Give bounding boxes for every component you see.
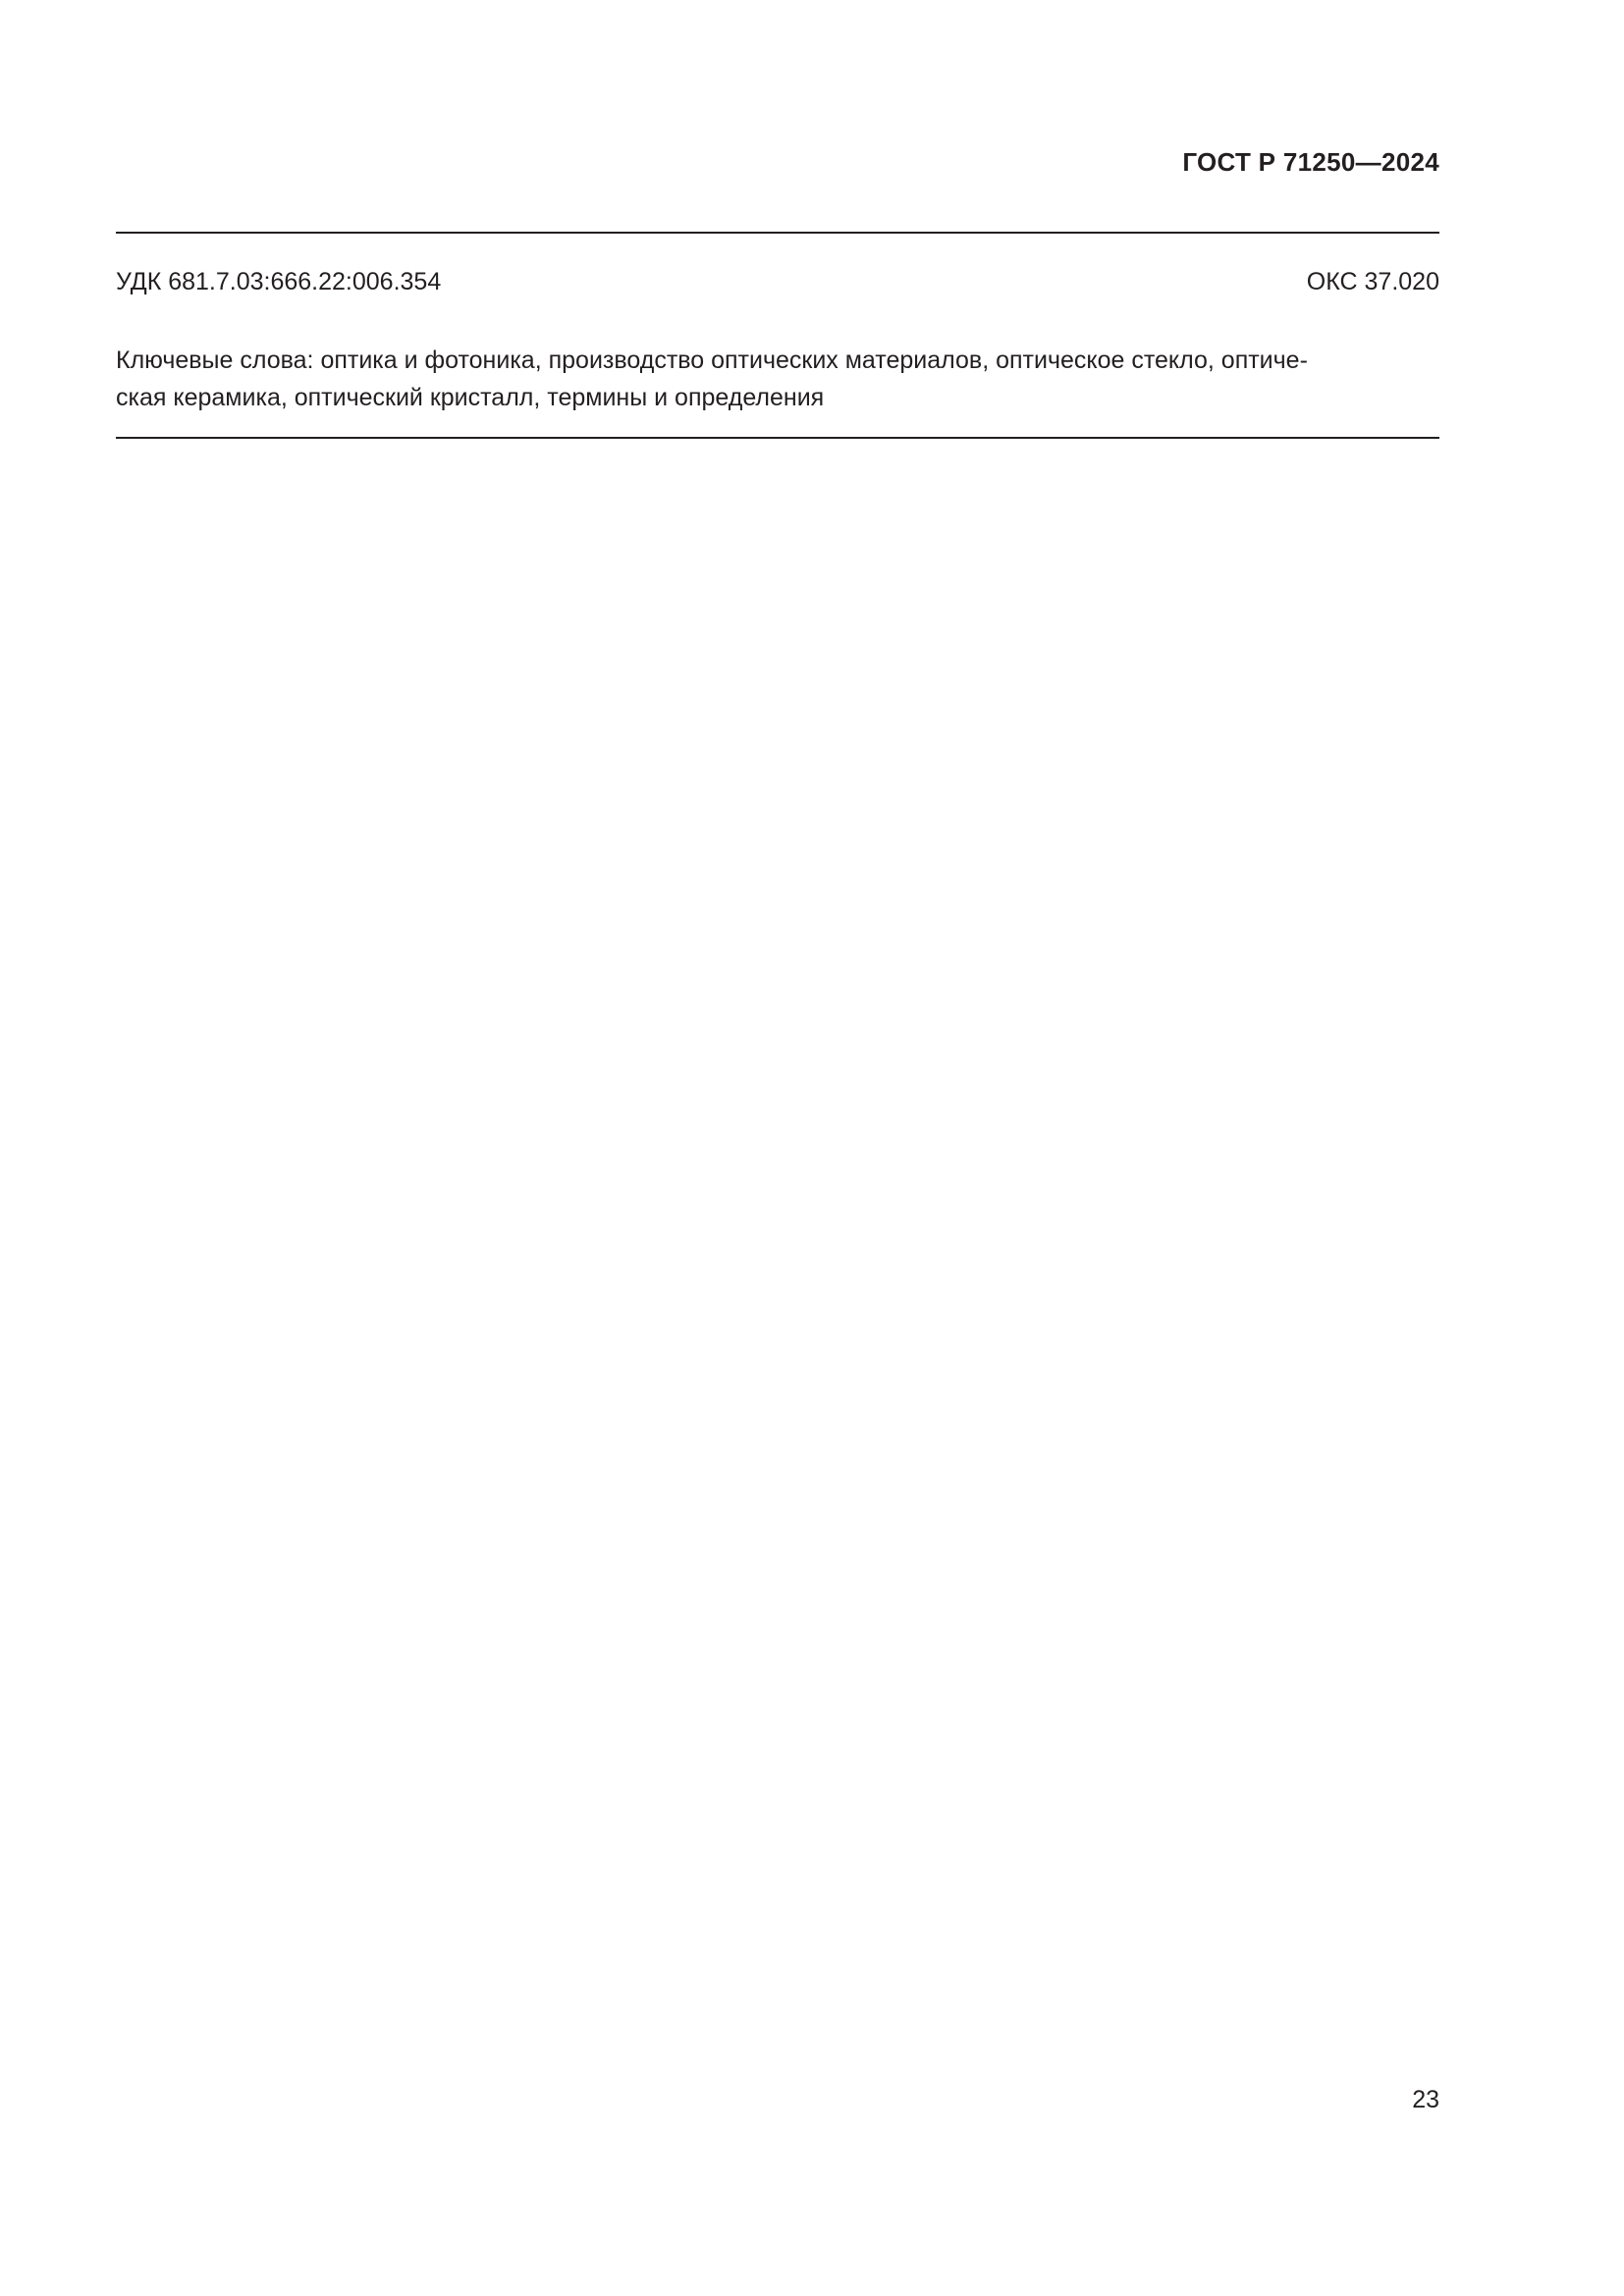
classification-row [116, 267, 1439, 296]
top-divider [116, 232, 1439, 234]
keywords-paragraph [116, 342, 1439, 416]
page-number: 23 [1412, 2086, 1439, 2113]
keywords-line-1: Ключевые слова: оптика и фотоника, производство оптических материалов, оптическое стекло, оптиче- [116, 347, 1308, 374]
udc-code: УДК 681.7.03:666.22:006.354 [116, 268, 442, 295]
keywords-line-2: ская керамика, оптический кристалл, термины и определения [116, 384, 825, 411]
bottom-divider [116, 437, 1439, 439]
standard-number: ГОСТ Р 71250—2024 [1182, 147, 1439, 177]
oks-code: ОКС 37.020 [1306, 268, 1439, 295]
